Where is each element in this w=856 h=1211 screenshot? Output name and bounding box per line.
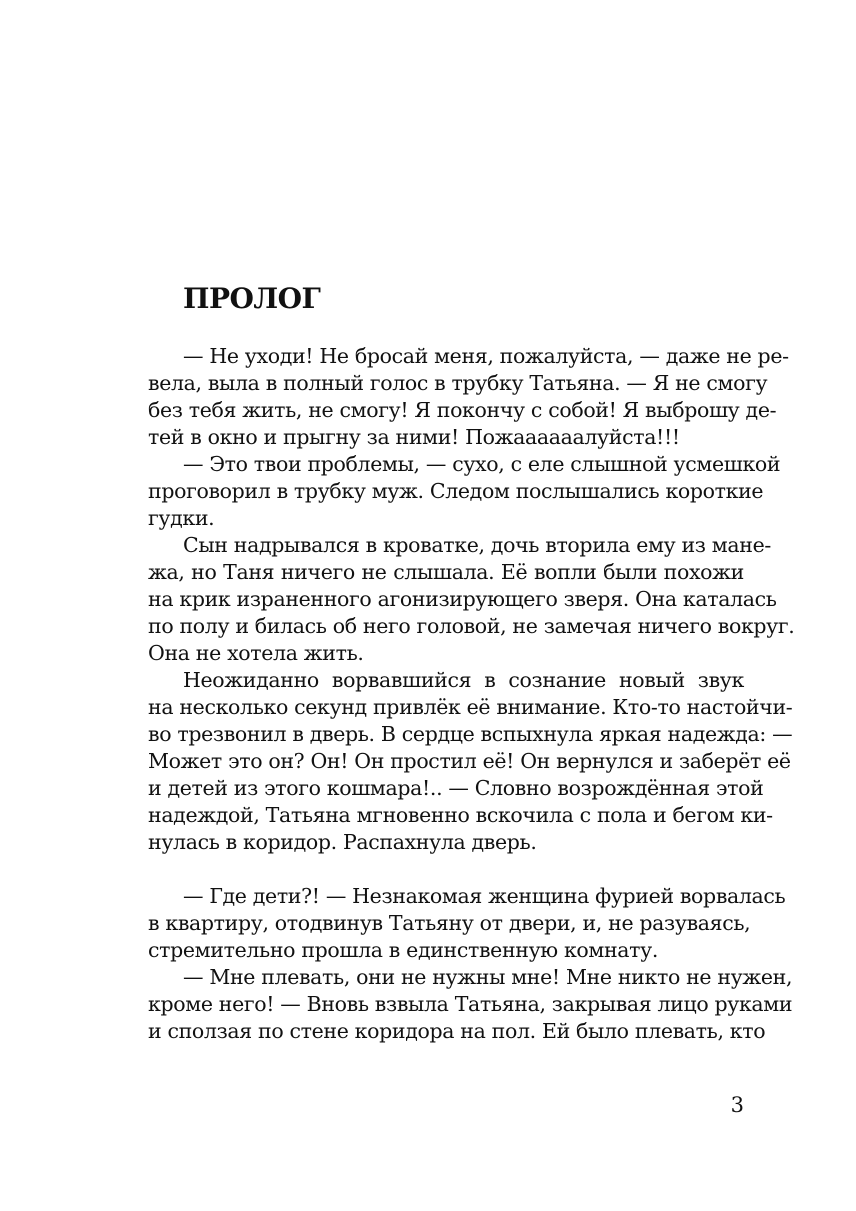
body-text-block-2 bbox=[148, 883, 793, 1045]
text-line: проговорил в трубку муж. Следом послышались короткие bbox=[148, 479, 764, 503]
text-line: и сползая по стене коридора на пол. Ей было плевать, кто bbox=[148, 1019, 766, 1043]
text-line: — Где дети?! — Незнакомая женщина фурией ворвалась bbox=[183, 884, 786, 908]
text-line: гудки. bbox=[148, 506, 215, 530]
chapter-title: ПРОЛОГ bbox=[183, 282, 321, 315]
text-line: на несколько секунд привлёк её внимание. Кто-то настойчи- bbox=[148, 695, 793, 719]
text-line: вела, выла в полный голос в трубку Татьяна. — Я не смогу bbox=[148, 371, 768, 395]
text-line: по полу и билась об него головой, не замечая ничего вокруг. bbox=[148, 614, 795, 638]
text-line: во трезвонил в дверь. В сердце вспыхнула яркая надежда: — bbox=[148, 722, 793, 746]
text-line: стремительно прошла в единственную комнату. bbox=[148, 938, 659, 962]
text-line: Она не хотела жить. bbox=[148, 641, 364, 665]
text-line: тей в окно и прыгну за ними! Пожаааааалуйста!!! bbox=[148, 425, 680, 449]
page-number: 3 bbox=[730, 1093, 744, 1117]
text-line: на крик израненного агонизирующего зверя. Она каталась bbox=[148, 587, 777, 611]
text-line: Сын надрывался в кроватке, дочь вторила ему из мане- bbox=[183, 533, 771, 557]
text-line: в квартиру, отодвинув Татьяну от двери, и, не разуваясь, bbox=[148, 911, 751, 935]
text-line: надеждой, Татьяна мгновенно вскочила с пола и бегом ки- bbox=[148, 803, 773, 827]
text-line: и детей из этого кошмара!.. — Словно возрождённая этой bbox=[148, 776, 764, 800]
text-line: — Это твои проблемы, — сухо, с еле слышной усмешкой bbox=[183, 452, 781, 476]
text-line: без тебя жить, не смогу! Я покончу с собой! Я выброшу де- bbox=[148, 398, 777, 422]
text-line: — Мне плевать, они не нужны мне! Мне никто не нужен, bbox=[183, 965, 793, 989]
text-line: жа, но Таня ничего не слышала. Её вопли были похожи bbox=[148, 560, 744, 584]
text-line: Может это он? Он! Он простил её! Он вернулся и заберёт её bbox=[148, 749, 791, 773]
text-line: кроме него! — Вновь взвыла Татьяна, закрывая лицо руками bbox=[148, 992, 793, 1016]
body-text-block-1 bbox=[148, 343, 795, 856]
text-line: — Не уходи! Не бросай меня, пожалуйста, — даже не ре- bbox=[183, 344, 789, 368]
text-line: нулась в коридор. Распахнула дверь. bbox=[148, 830, 537, 854]
text-line: Неожиданно ворвавшийся в сознание новый звук bbox=[183, 668, 744, 692]
